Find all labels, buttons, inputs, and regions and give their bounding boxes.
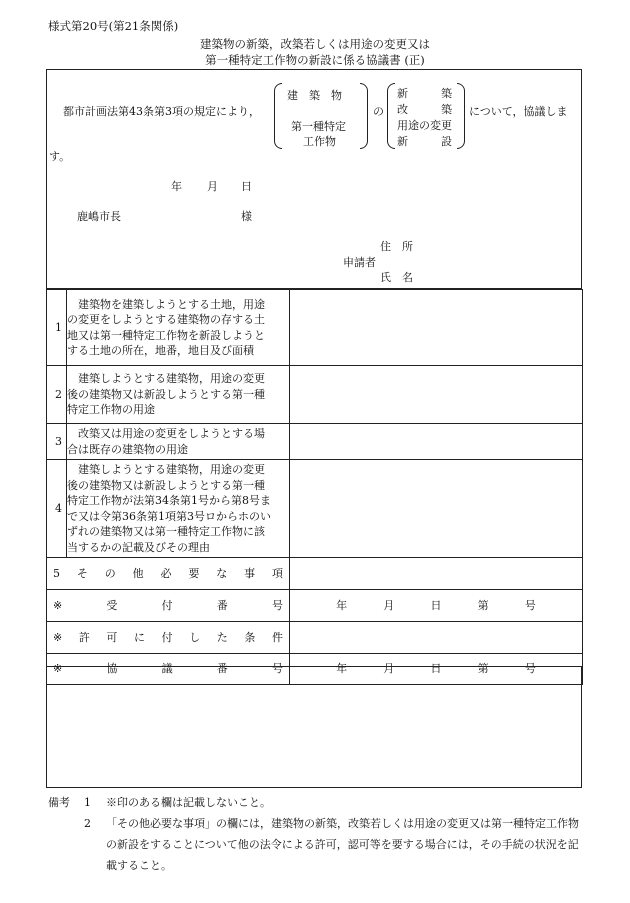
- row-number: 2: [47, 366, 67, 424]
- date-month-label: 月: [207, 180, 218, 193]
- table-row: [47, 590, 583, 622]
- date-day-label: 日: [241, 180, 252, 193]
- permit-conditions-field[interactable]: [290, 622, 583, 654]
- applicant-label: 申請者: [343, 256, 376, 269]
- row-number: 4: [47, 460, 67, 558]
- existing-use-field[interactable]: [290, 424, 583, 460]
- form-title-line2: 第一種特定工作物の新設に係る協議書 (正): [205, 53, 425, 67]
- application-table: [46, 289, 583, 685]
- other-matters-label: 5 そ の 他 必 要 な 事 項: [47, 558, 290, 590]
- addressee: 鹿嶋市長: [77, 210, 121, 223]
- right-brace-open: [387, 83, 395, 149]
- applicant-address-label: 住 所: [380, 240, 413, 253]
- left-brace-open: [274, 83, 282, 149]
- note-text: ※印のある欄は記載しないこと。: [106, 796, 271, 809]
- notes-label: 備考: [48, 796, 70, 809]
- row-number: 3: [47, 424, 67, 460]
- action-option-use-change[interactable]: 用途の変更: [397, 119, 452, 132]
- note-text: 「その他必要な事項」の欄には，建築物の新築，改築若しくは用途の変更又は第一種特定工作物の新設をすることについて他の法令による許可，認可等を要する場合には，その手続の状況を記載すること。: [106, 817, 579, 872]
- action-option-new-build[interactable]: 新 築: [397, 87, 452, 100]
- row-number: 1: [47, 290, 67, 366]
- note-number: 2: [84, 817, 91, 830]
- statement-box: [46, 69, 582, 289]
- row-label: 建築物を建築しようとする土地，用途 の変更をしようとする建築物の存する土 地又は第一種特定工作物を新設しようと する土地の所在，地番，地目及び面積: [67, 290, 290, 366]
- action-option-rebuild[interactable]: 改 築: [397, 103, 452, 116]
- notes-section: [48, 792, 588, 876]
- right-brace-close: [457, 83, 465, 149]
- note-number: 1: [84, 796, 91, 809]
- consultation-number-label: ※ 協 議 番 号: [47, 654, 290, 685]
- remarks-box[interactable]: [46, 666, 582, 788]
- table-row: [47, 460, 583, 558]
- subject-option-building[interactable]: 建 築 物: [287, 89, 342, 102]
- date-year-label: 年: [171, 180, 182, 193]
- applicability-reason-field[interactable]: [290, 460, 583, 558]
- form-title-line1: 建築物の新築，改築若しくは用途の変更又は: [200, 37, 430, 51]
- land-location-field[interactable]: [290, 290, 583, 366]
- subject-option-structure1[interactable]: 第一種特定: [291, 120, 346, 133]
- statement-prefix: 都市計画法第43条第3項の規定により，: [63, 105, 260, 118]
- consultation-number-field[interactable]: 年 月 日 第 号: [290, 654, 583, 685]
- table-row: [47, 622, 583, 654]
- row-label: 建築しようとする建築物，用途の変更 後の建築物又は新設しようとする第一種 特定工作物の用途: [67, 366, 290, 424]
- applicant-name-label: 氏 名: [380, 271, 413, 284]
- receipt-number-label: ※ 受 付 番 号: [47, 590, 290, 622]
- permit-conditions-label: ※ 許 可 に 付 し た 条 件: [47, 622, 290, 654]
- subject-option-structure2[interactable]: 工作物: [303, 135, 336, 148]
- table-row: [47, 558, 583, 590]
- left-brace-close: [360, 83, 368, 149]
- table-row: [47, 290, 583, 366]
- table-row: [47, 424, 583, 460]
- other-matters-field[interactable]: [290, 558, 583, 590]
- row-label: 改築又は用途の変更をしようとする場 合は既存の建築物の用途: [67, 424, 290, 460]
- form-number: 様式第20号(第21条関係): [48, 19, 179, 33]
- row-label: 建築しようとする建築物，用途の変更 後の建築物又は新設しようとする第一種 特定工作物が法第34条第1号から第8号ま で又は令第36条第1項第3号ロからホのい ずれの建築物又は第一種特定工作物に該 当するかの記載及びその理由: [67, 460, 290, 558]
- receipt-number-field[interactable]: 年 月 日 第 号: [290, 590, 583, 622]
- honorific: 様: [241, 210, 252, 223]
- statement-suffix-wrap: す。: [49, 150, 71, 163]
- table-row: [47, 366, 583, 424]
- building-use-field[interactable]: [290, 366, 583, 424]
- action-option-new-install[interactable]: 新 設: [397, 135, 452, 148]
- statement-connector: の: [373, 105, 384, 118]
- statement-suffix: について，協議しま: [469, 105, 568, 118]
